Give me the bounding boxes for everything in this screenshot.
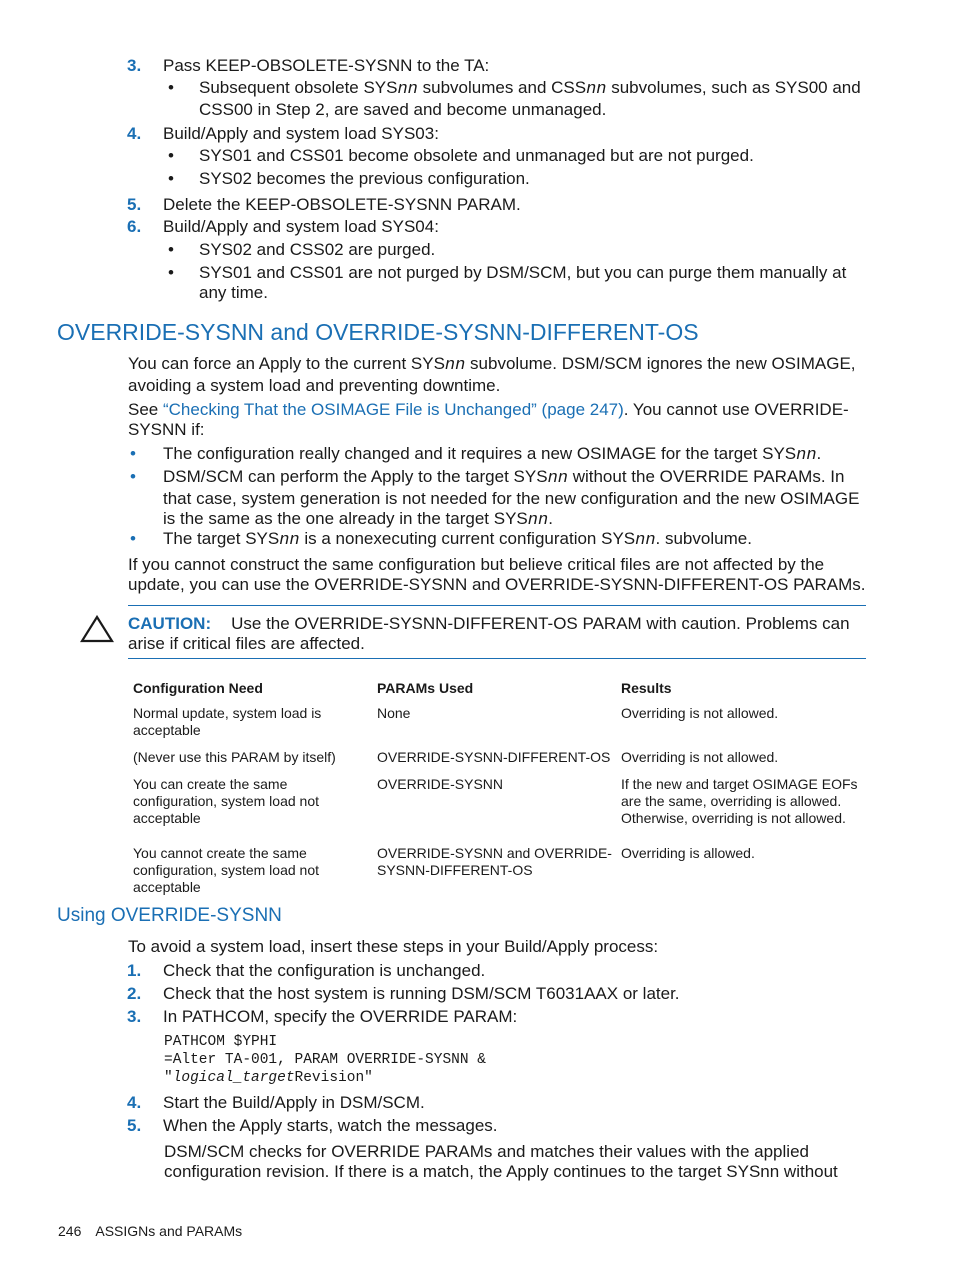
- step-text: Pass KEEP-OBSOLETE-SYSNN to the TA:: [163, 56, 490, 75]
- chapter-title: ASSIGNs and PARAMs: [95, 1223, 243, 1239]
- column-header: PARAMs Used: [377, 680, 474, 696]
- table-cell: You can create the same configuration, system load not acceptable: [133, 776, 319, 826]
- table-cell: OVERRIDE-SYSNN and OVERRIDE-SYSNN-DIFFERENT-OS: [377, 845, 612, 878]
- table-cell: None: [377, 705, 411, 721]
- caution-box: [128, 605, 866, 659]
- page-number: 246: [58, 1223, 82, 1239]
- page-footer: [58, 1223, 242, 1239]
- table-cell: If the new and target OSIMAGE EOFs are the same, overriding is allowed. Otherwise, overriding is not allowed.: [621, 776, 858, 826]
- step-number: 4.: [127, 124, 142, 143]
- see-paragraph: See “Checking That the OSIMAGE File is Unchanged” (page 247). You cannot use OVERRIDE-SYSNN if:: [128, 400, 849, 439]
- section-heading: OVERRIDE-SYSNN and OVERRIDE-SYSNN-DIFFERENT-OS: [57, 319, 699, 345]
- subsection-heading: Using OVERRIDE-SYSNN: [57, 905, 282, 926]
- intro-paragraph: You can force an Apply to the current SYSnn subvolume. DSM/SCM ignores the new OSIMAGE, avoiding a system load and preventing downtime.: [128, 354, 856, 395]
- step-text: Build/Apply and system load SYS03:: [163, 124, 439, 143]
- step-number: 4.: [127, 1093, 142, 1112]
- column-header: Results: [621, 680, 672, 696]
- step-text: Delete the KEEP-OBSOLETE-SYSNN PARAM.: [163, 195, 521, 214]
- cross-reference-link[interactable]: “Checking That the OSIMAGE File is Unchanged” (page 247): [162, 400, 624, 419]
- table-cell: Overriding is allowed.: [621, 845, 755, 861]
- document-page: 3. Pass KEEP-OBSOLETE-SYSNN to the TA: • Subsequent obsolete SYSnn subvolumes and CSSnn subvolumes, such as SYS00 and CSS00 in Step 2, are saved and become unmanaged. 4. Build/Apply and system load SYS03: • SYS01 and CSS01 become obsolete and unmanaged but are not purged. • SYS02 becomes the previous configuration. 5. Delete the KEEP-OBSOLETE-SYSNN PARAM. 6. Build/Apply and system load SYS04: • SYS02 and CSS02 are purged. • SYS01 and CSS01 are not purged by DSM/SCM, but you can purge them manually at any time. OVERRIDE-SYSNN and OVERRIDE-SYSNN-DIFFERENT-OS You can force an Apply to the current SYSnn subvolume. DSM/SCM ignores the new OSIMAGE, avoiding a system load and preventing downtime. See “Checking That the OSIMAGE File is Unchanged” (page 247). You cannot use OVERRIDE-SYSNN if: • The configuration really changed and it requires a new OSIMAGE for the target SYSnn. • DSM/SCM can perform the Apply to the target SYSnn without the OVERRIDE PARAMs. In that case, system generation is not needed for the new configuration and the new OSIMAGE is the same as the one already in the target SYSnn. • The target SYSnn is a nonexecuting current configuration SYSnn. subvolume. If you cannot construct the same configuration but believe critical files are not affected by the update, you can use the OVERRIDE-SYSNN and OVERRIDE-SYSNN-DIFFERENT-OS PARAMs. CAUTION: Use the OVERRIDE-SYSNN-DIFFERENT-OS PARAM with caution. Problems can arise if critical files are affected. Configuration Need PARAMs Used Results Normal update, system load is acceptable None Overriding is not allowed. (Never use this PARAM by itself) OVERRIDE-SYSNN-DIFFERENT-OS Overriding is not allowed. You can create the same configuration, system load not acceptable OVERRIDE-SYSNN If the new and target OSIMAGE EOFs are the same, overriding is allowed. Otherwise, overriding is not allowed. You cannot create the same configuration, system load not acceptable OVERRIDE-SYSNN and OVERRIDE-SYSNN-DIFFERENT-OS Overriding is allowed. Using OVERRIDE-SYSNN To avoid a system load, insert these steps in your Build/Apply process: 1. Check that the configuration is unchanged. 2. Check that the host system is running DSM/SCM T6031AAX or later. 3. In PATHCOM, specify the OVERRIDE PARAM: PATHCOM $YPHI =Alter TA-001, PARAM OVERRIDE-SYSNN & "logical_targetRevision" 4. Start the Build/Apply in DSM/SCM. 5. When the Apply starts, watch the messages. DSM/SCM checks for OVERRIDE PARAMs and matches their values with the applied configuration revision. If there is a match, the Apply continues to the target SYSnn without 246 ASSIGNs and PARAMs: [0, 0, 954, 1271]
- caution-text: Use the OVERRIDE-SYSNN-DIFFERENT-OS PARAM with caution. Problems can arise if critical files are affected.: [128, 614, 850, 653]
- override-paragraph: If you cannot construct the same configuration but believe critical files are not affected by the update, you can use the OVERRIDE-SYSNN and OVERRIDE-SYSNN-DIFFERENT-OS PARAMs.: [128, 555, 866, 594]
- step-text: When the Apply starts, watch the messages.: [163, 1116, 498, 1135]
- step-text: Check that the configuration is unchanged.: [163, 961, 486, 980]
- step-number: 2.: [127, 984, 142, 1003]
- step-number: 3.: [127, 56, 142, 75]
- table-cell: Normal update, system load is acceptable: [133, 705, 322, 738]
- caution-label: CAUTION:: [128, 614, 212, 633]
- step-text: Start the Build/Apply in DSM/SCM.: [163, 1093, 425, 1112]
- code-block: PATHCOM $YPHI =Alter TA-001, PARAM OVERRIDE-SYSNN & "logical_targetRevision": [164, 1034, 486, 1086]
- table-cell: You cannot create the same configuration, system load not acceptable: [133, 845, 319, 895]
- step-number: 6.: [127, 217, 142, 236]
- table-row: [129, 845, 865, 906]
- table-cell: Overriding is not allowed.: [621, 705, 779, 721]
- table-cell: (Never use this PARAM by itself): [133, 749, 336, 765]
- table-header-row: [129, 678, 865, 705]
- warning-triangle-icon: [80, 615, 114, 643]
- step-number: 3.: [127, 1007, 142, 1026]
- step-number: 1.: [127, 961, 142, 980]
- final-paragraph: DSM/SCM checks for OVERRIDE PARAMs and matches their values with the applied configuration revision. If there is a match, the Apply continues to the target SYSnn without: [164, 1142, 838, 1181]
- step-number: 5.: [127, 195, 142, 214]
- step-number: 5.: [127, 1116, 142, 1135]
- using-intro: To avoid a system load, insert these steps in your Build/Apply process:: [128, 937, 659, 956]
- step-text: Check that the host system is running DSM/SCM T6031AAX or later.: [163, 984, 680, 1003]
- table-row: [129, 705, 865, 749]
- table-row: [129, 776, 865, 845]
- table-row: [129, 749, 865, 776]
- params-table: [129, 678, 865, 906]
- table-cell: OVERRIDE-SYSNN-DIFFERENT-OS: [377, 749, 611, 765]
- table-cell: Overriding is not allowed.: [621, 749, 779, 765]
- table-cell: OVERRIDE-SYSNN: [377, 776, 504, 792]
- step-text: In PATHCOM, specify the OVERRIDE PARAM:: [163, 1007, 518, 1026]
- step-text: Build/Apply and system load SYS04:: [163, 217, 439, 236]
- column-header: Configuration Need: [133, 680, 263, 696]
